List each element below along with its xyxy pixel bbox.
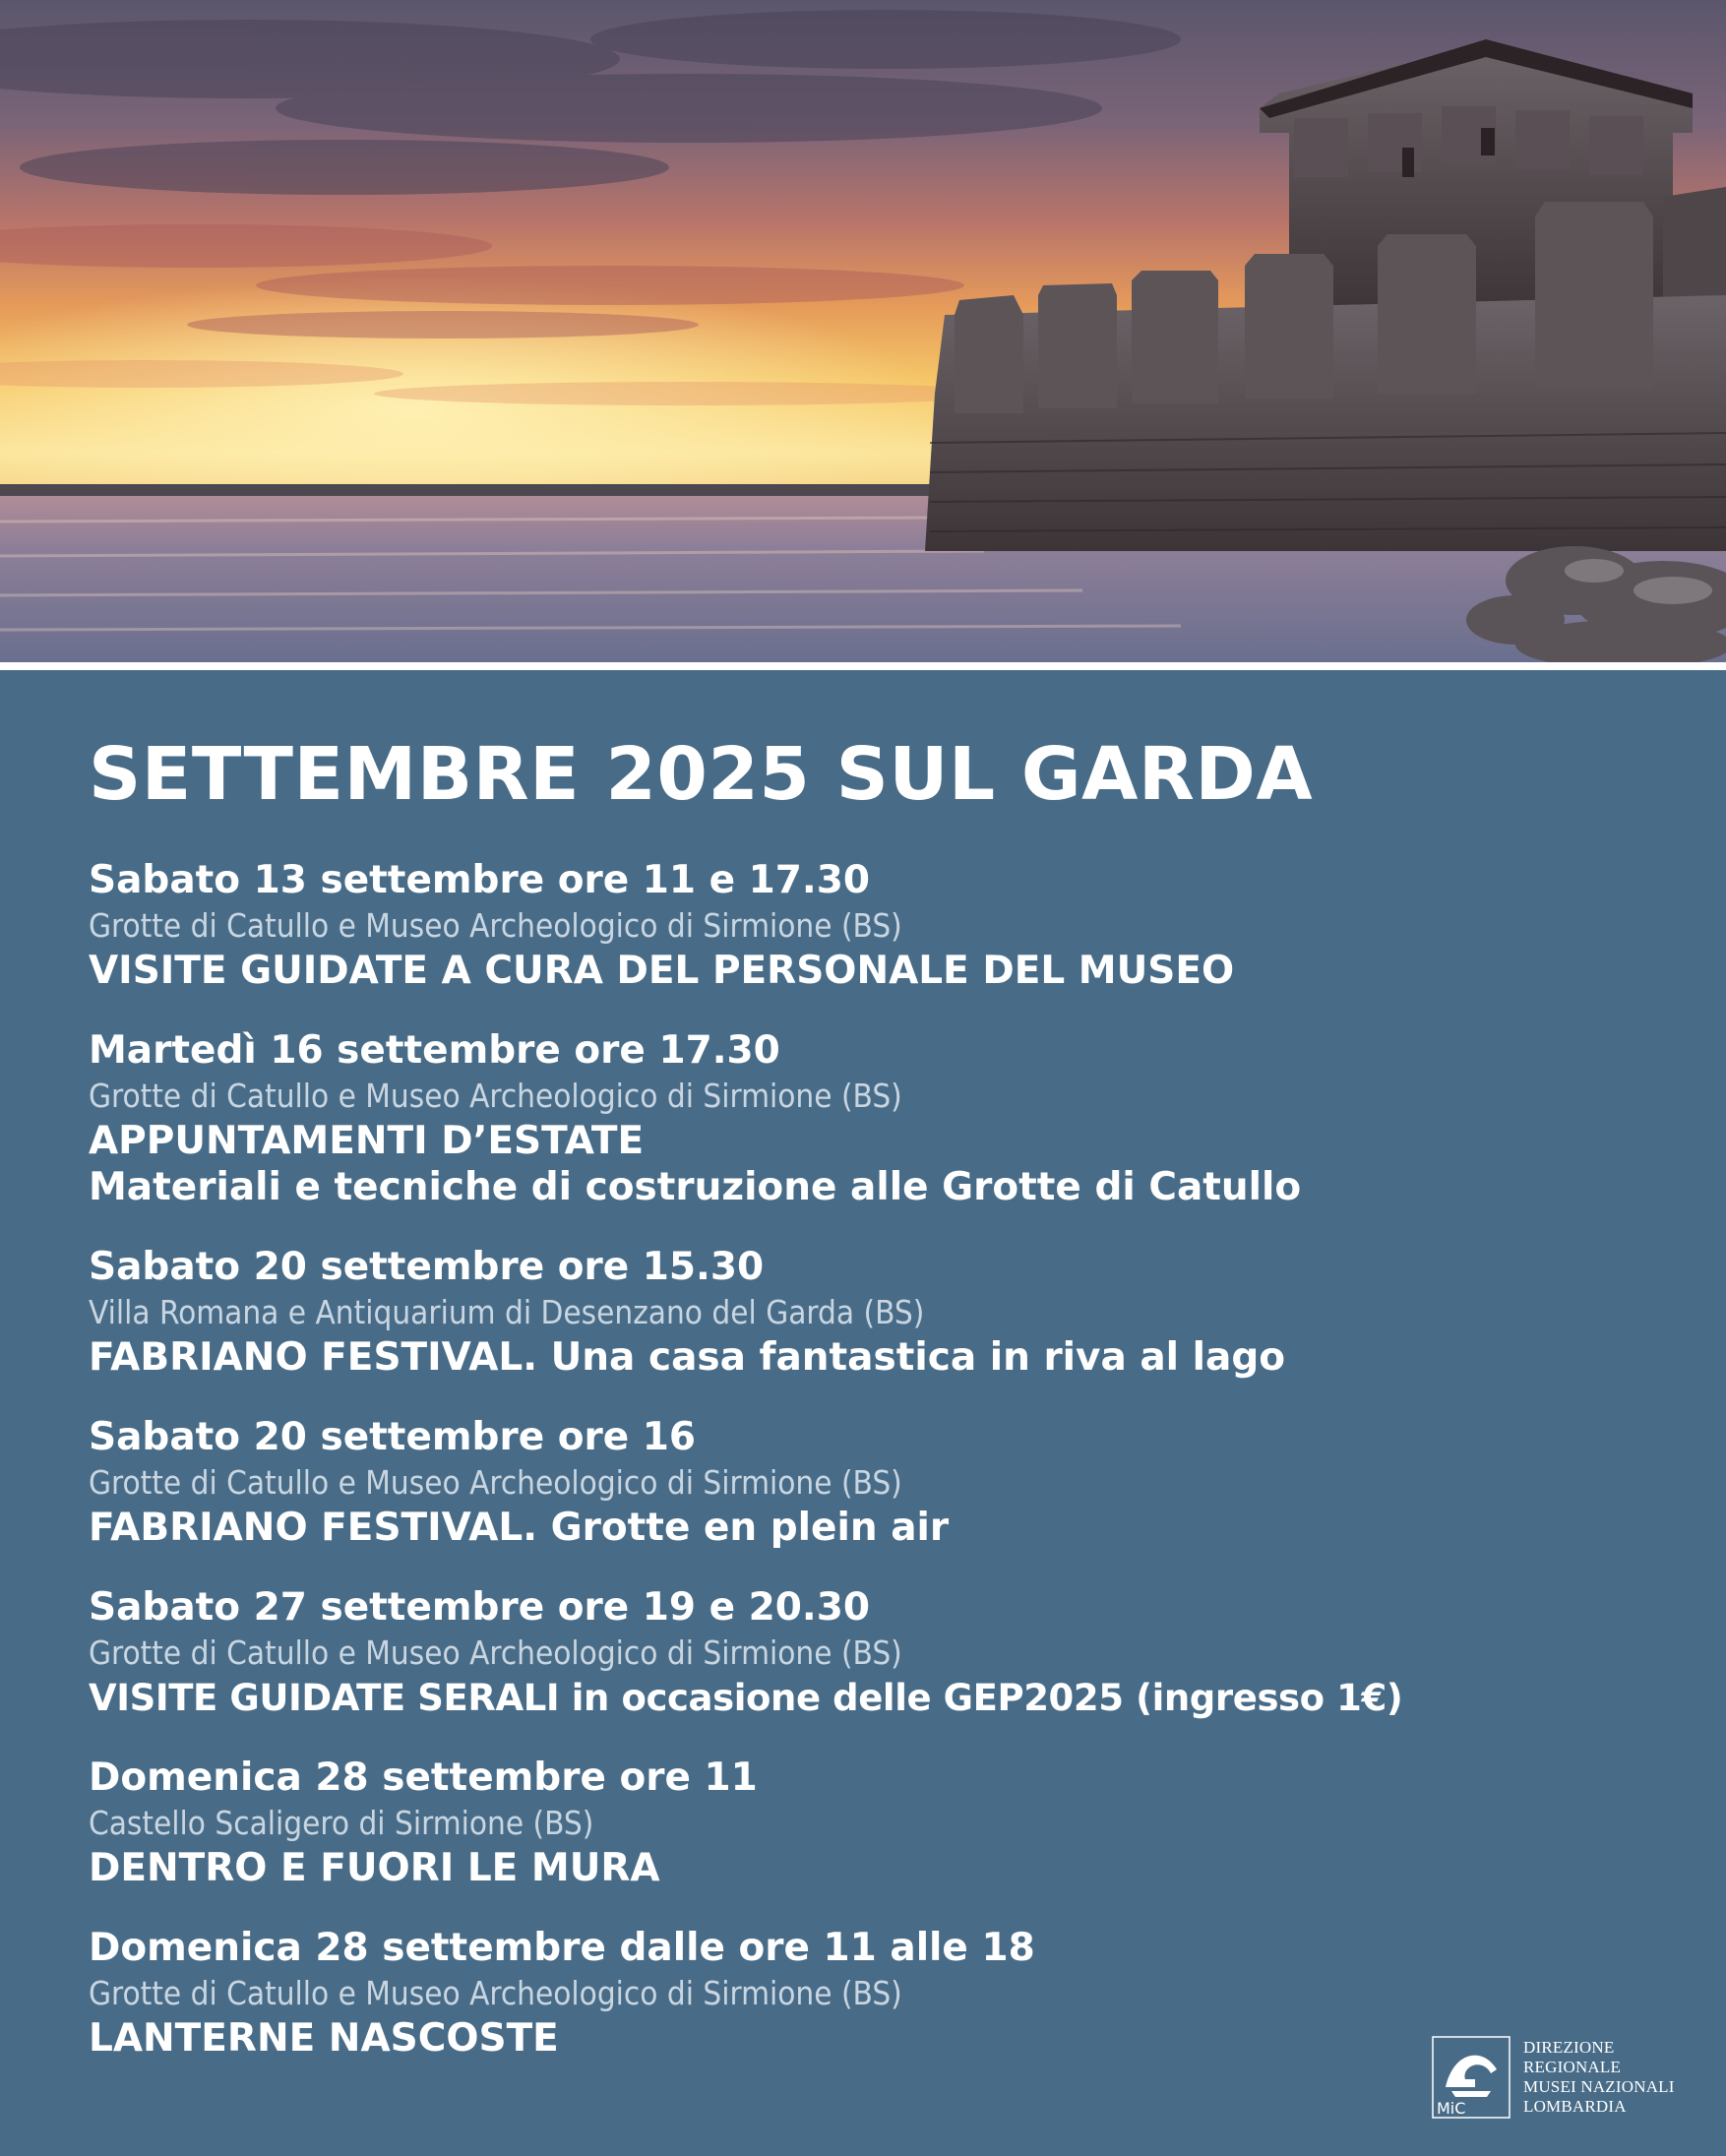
list-item [89, 1027, 1624, 1210]
logo-line: MUSEI NAZIONALI [1523, 2077, 1675, 2096]
list-item [89, 1755, 1624, 1891]
event-title: VISITE GUIDATE SERALI in occasione delle GEP2025 (ingresso 1€) [89, 1677, 1403, 1719]
logo-wordmark [1523, 2038, 1675, 2117]
museum-logo [1432, 2036, 1688, 2119]
event-title: FABRIANO FESTIVAL. Una casa fantastica in riva al lago [89, 1335, 1286, 1380]
logo-line: REGIONALE [1523, 2058, 1622, 2076]
event-title: VISITE GUIDATE A CURA DEL PERSONALE DEL MUSEO [89, 949, 1235, 993]
event-datetime: Sabato 20 settembre ore 16 [89, 1415, 697, 1459]
logo-line: LOMBARDIA [1523, 2097, 1627, 2116]
event-location: Castello Scaligero di Sirmione (BS) [89, 1804, 594, 1842]
event-datetime: Sabato 27 settembre ore 19 e 20.30 [89, 1585, 871, 1630]
event-title: DENTRO E FUORI LE MURA [89, 1846, 660, 1890]
event-location: Grotte di Catullo e Museo Archeologico di Sirmione (BS) [89, 1633, 902, 1672]
page-title: SETTEMBRE 2025 SUL GARDA [89, 732, 1314, 817]
event-subtitle: Materiali e tecniche di costruzione alle Grotte di Catullo [89, 1165, 1302, 1209]
events-list [89, 857, 1624, 2062]
list-item [89, 1584, 1624, 1721]
events-panel [0, 670, 1726, 2156]
event-title: APPUNTAMENTI D’ESTATE [89, 1119, 645, 1163]
event-datetime: Sabato 13 settembre ore 11 e 17.30 [89, 858, 871, 902]
list-item [89, 857, 1624, 994]
list-item [89, 1925, 1624, 2062]
event-datetime: Domenica 28 settembre dalle ore 11 alle 18 [89, 1926, 1035, 1970]
logo-line: DIREZIONE [1523, 2038, 1615, 2057]
event-datetime: Sabato 20 settembre ore 15.30 [89, 1245, 765, 1289]
event-location: Grotte di Catullo e Museo Archeologico di Sirmione (BS) [89, 1974, 902, 2012]
image-divider [0, 662, 1726, 670]
list-item [89, 1244, 1624, 1381]
event-datetime: Domenica 28 settembre ore 11 [89, 1756, 758, 1800]
event-location: Grotte di Catullo e Museo Archeologico di Sirmione (BS) [89, 906, 902, 945]
event-title: FABRIANO FESTIVAL. Grotte en plein air [89, 1506, 950, 1550]
event-title: LANTERNE NASCOSTE [89, 2016, 559, 2061]
event-datetime: Martedì 16 settembre ore 17.30 [89, 1028, 780, 1073]
event-location: Grotte di Catullo e Museo Archeologico di Sirmione (BS) [89, 1463, 902, 1502]
castle-lake-sunset-photo [0, 0, 1726, 662]
mic-logo-icon [1432, 2036, 1510, 2119]
logo-mark-text: MiC [1437, 2099, 1466, 2118]
event-location: Grotte di Catullo e Museo Archeologico di Sirmione (BS) [89, 1077, 902, 1115]
event-location: Villa Romana e Antiquarium di Desenzano del Garda (BS) [89, 1293, 925, 1331]
hero-image [0, 0, 1726, 662]
list-item [89, 1414, 1624, 1551]
